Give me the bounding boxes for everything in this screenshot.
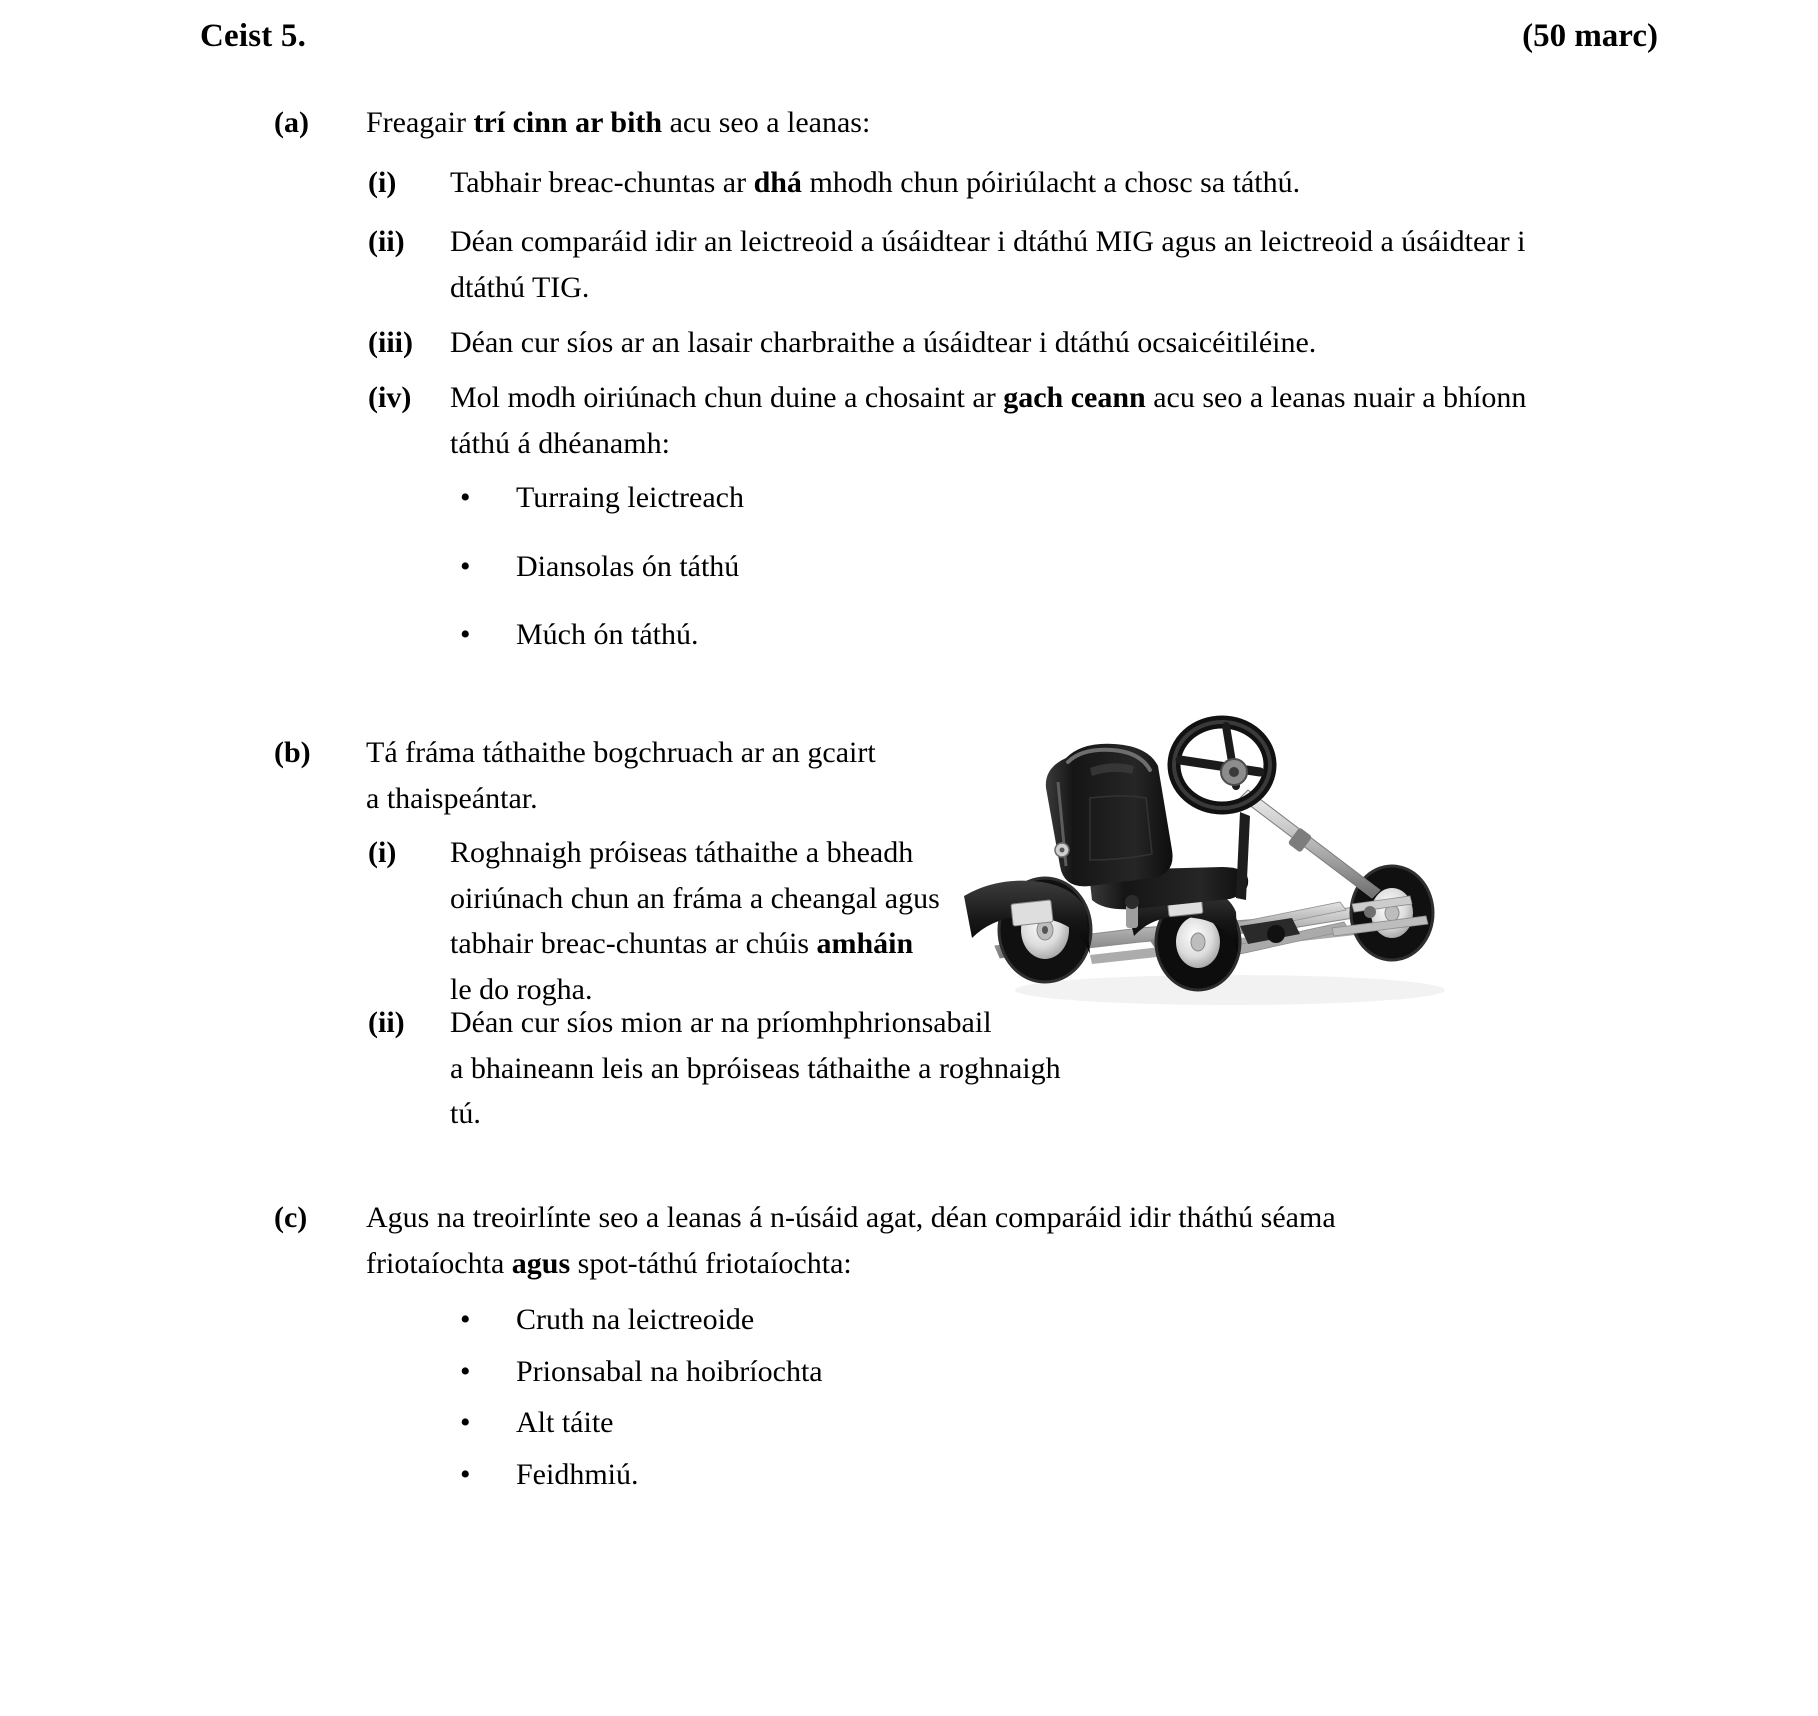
part-a-item-iii-label: (iii) <box>368 326 413 359</box>
part-c-intro-line-2 <box>366 1241 1584 1287</box>
part-b-item-ii-line-2: a bhaineann leis an bpróiseas táthaithe a roghnaigh tú. <box>450 1051 1061 1131</box>
bullet-icon: • <box>460 1354 471 1388</box>
part-a-item-ii-text: Déan comparáid idir an leictreoid a úsáidtear i dtáthú MIG agus an leictreoid a úsáidtear i dtáthú TIG. <box>450 225 1526 304</box>
part-b-item-i-line-3-plain: tabhair breac-chuntas ar chúis <box>450 927 817 961</box>
part-a-item-i-text-2: mhodh chun póiriúlacht a chosc sa táthú. <box>801 166 1301 199</box>
list-item <box>448 544 1148 590</box>
part-b-item-i-label: (i) <box>368 836 397 869</box>
part-a <box>274 100 1574 146</box>
part-a-item-iii-text: Déan cur síos ar an lasair charbraithe a úsáidtear i dtáthú ocsaicéitiléine. <box>450 326 1317 359</box>
question-title: Ceist 5. <box>200 18 307 54</box>
part-b-item-ii-label: (ii) <box>368 1006 405 1039</box>
part-a-intro-bold: trí cinn ar bith <box>473 106 663 139</box>
part-a-item-iv-bold: gach ceann <box>1003 381 1146 414</box>
part-b-item-i-line-3-bold: amháin <box>816 927 914 961</box>
bullet-icon: • <box>460 549 471 583</box>
bullet-text: Cruth na leictreoide <box>516 1303 755 1336</box>
list-item <box>448 475 1148 521</box>
part-b-intro-line-2: a thaispeántar. <box>366 781 538 815</box>
go-kart-photograph <box>940 690 1500 1020</box>
part-b-item-ii <box>368 1000 1068 1137</box>
bullet-text: Turraing leictreach <box>516 481 744 514</box>
part-a-intro-text-2: acu seo a leanas: <box>662 106 871 139</box>
bullet-icon: • <box>460 618 471 652</box>
part-c-intro-line-2-plain-1: friotaíochta <box>366 1246 512 1280</box>
bullet-icon: • <box>460 481 471 514</box>
list-item <box>448 1400 1208 1446</box>
part-a-item-iv-text-1: Mol modh oiriúnach chun duine a chosaint ar <box>450 381 1004 414</box>
part-a-item-ii <box>368 219 1583 310</box>
part-a-item-i-bold: dhá <box>753 166 802 199</box>
part-b-item-i-line-2: oiriúnach chun an fráma a cheangal agus <box>450 881 940 915</box>
part-c-label: (c) <box>274 1201 308 1234</box>
part-b-item-i-text <box>450 830 948 1012</box>
part-c-bullet-list <box>448 1297 1208 1503</box>
question-marks: (50 marc) <box>1522 18 1658 54</box>
part-b-intro <box>366 730 914 821</box>
list-item <box>448 1297 1208 1343</box>
list-item <box>448 1349 1208 1395</box>
part-a-item-iii <box>368 320 1583 366</box>
part-b-intro-line-1: Tá fráma táthaithe bogchruach ar an gcairt <box>366 736 876 769</box>
bullet-text: Diansolas ón táthú <box>516 549 740 583</box>
part-a-item-iv-label: (iv) <box>368 381 412 414</box>
part-b-item-i-line-4: le do rogha. <box>450 972 593 1006</box>
part-a-bullet-list <box>448 475 1148 681</box>
bullet-text: Prionsabal na hoibríochta <box>516 1354 823 1388</box>
part-b-item-i-line-3 <box>450 921 948 967</box>
part-a-label: (a) <box>274 106 309 139</box>
bullet-text: Alt táite <box>516 1406 614 1440</box>
list-item <box>448 1452 1208 1498</box>
part-b-item-i <box>368 830 948 1012</box>
part-a-item-i-text <box>450 160 1578 206</box>
part-b-item-i-line-1: Roghnaigh próiseas táthaithe a bheadh <box>450 836 914 869</box>
part-c <box>274 1195 1584 1286</box>
part-a-item-i <box>368 160 1578 206</box>
part-b-item-ii-text <box>450 1000 1068 1137</box>
part-a-item-iv-text <box>450 375 1583 466</box>
bullet-icon: • <box>460 1406 471 1440</box>
part-b-item-ii-line-1: Déan cur síos mion ar na príomhphrionsabail <box>450 1006 992 1039</box>
part-a-item-ii-label: (ii) <box>368 225 405 258</box>
part-a-item-iv-text-2: acu seo a leanas nuair a bhíonn táthú á dhéanamh: <box>450 381 1527 460</box>
bullet-icon: • <box>460 1303 471 1336</box>
bullet-text: Múch ón táthú. <box>516 618 699 652</box>
part-a-intro-text-1: Freagair <box>366 106 474 139</box>
part-c-intro-line-1: Agus na treoirlínte seo a leanas á n-úsáid agat, déan comparáid idir tháthú séama <box>366 1201 1336 1234</box>
part-a-item-i-label: (i) <box>368 166 397 199</box>
part-c-intro-line-2-bold: agus <box>511 1246 571 1280</box>
list-item <box>448 612 1148 658</box>
bullet-icon: • <box>460 1457 471 1491</box>
part-a-intro <box>366 100 1574 146</box>
part-b-label: (b) <box>274 736 311 769</box>
page-header <box>0 18 1818 78</box>
bullet-text: Feidhmiú. <box>516 1457 639 1491</box>
part-a-item-iv <box>368 375 1583 466</box>
part-a-item-i-text-1: Tabhair breac-chuntas ar <box>450 166 754 199</box>
part-b <box>274 730 914 821</box>
steering-wheel <box>1174 722 1270 808</box>
steering-column <box>1240 790 1380 898</box>
part-c-intro <box>366 1195 1584 1286</box>
part-c-intro-line-2-plain-2: spot-táthú friotaíochta: <box>570 1246 852 1280</box>
